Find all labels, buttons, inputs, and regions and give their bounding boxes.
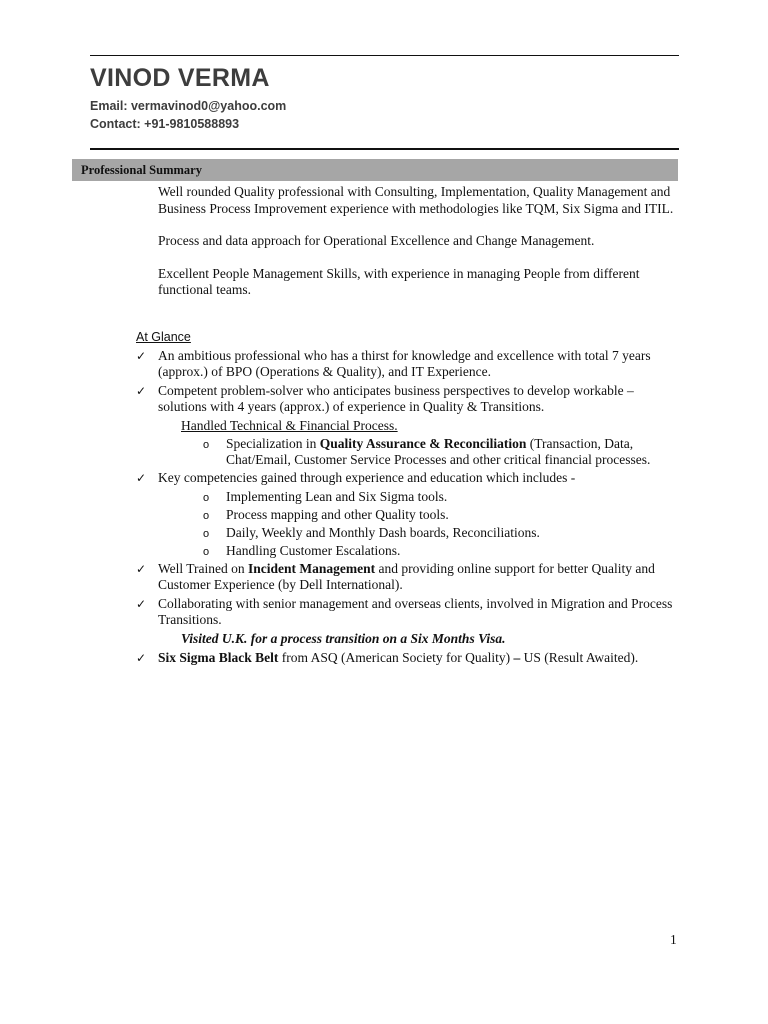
sub-item-text: Implementing Lean and Six Sigma tools. <box>226 489 448 504</box>
glance-item-text: An ambitious professional who has a thirst for knowledge and excellence with total 7 years (approx.) of BPO (Operations & Quality), and IT Experience. <box>158 348 651 379</box>
sub-item-text: Daily, Weekly and Monthly Dash boards, Reconciliations. <box>226 525 540 540</box>
glance-item-text-prefix: Well Trained on <box>158 561 249 576</box>
contact-line: Contact: +91-9810588893 <box>90 117 240 131</box>
glance-item-text-suffix: and providing online support for better Quality and Customer Experience (by Dell International). <box>158 561 655 592</box>
glance-item-experience <box>0 348 673 380</box>
glance-item-text: Collaborating with senior management and overseas clients, involved in Migration and Process Transitions. <box>158 596 673 627</box>
sub-item-text: Handling Customer Escalations. <box>226 543 401 558</box>
checkmark-icon: ✓ <box>136 562 147 576</box>
glance-item-problem-solver <box>0 383 673 415</box>
glance-item-bold-dash: – <box>513 650 521 665</box>
summary-paragraph: Process and data approach for Operational Excellence and Change Management. <box>158 233 595 248</box>
checkmark-icon: ✓ <box>136 597 147 611</box>
glance-sub-item <box>0 489 666 505</box>
professional-summary-header <box>72 159 678 181</box>
visited-uk-note: Visited U.K. for a process transition on a Six Months Visa. <box>181 631 506 646</box>
glance-item-incident-management <box>0 561 673 593</box>
glance-sub-item <box>0 507 666 523</box>
glance-subheading: Handled Technical & Financial Process. <box>181 418 398 433</box>
circle-bullet-icon: o <box>203 492 210 504</box>
glance-sub-item <box>0 525 666 541</box>
checkmark-icon: ✓ <box>136 471 147 485</box>
glance-item-collaboration <box>0 596 673 628</box>
checkmark-icon: ✓ <box>136 349 147 363</box>
at-glance-list <box>0 348 768 669</box>
circle-bullet-icon: o <box>203 510 210 522</box>
summary-paragraphs <box>158 184 688 315</box>
header-divider <box>90 148 679 150</box>
sub-item-bold-text: Quality Assurance & Reconciliation <box>319 436 527 451</box>
circle-bullet-icon: o <box>203 439 210 451</box>
summary-paragraph: Well rounded Quality professional with Consulting, Implementation, Quality Management and Business Process Improvement experience with methodologies like TQM, Six Sigma and ITIL. <box>158 184 674 216</box>
glance-item-text: Competent problem-solver who anticipates business perspectives to develop workable – solutions with 4 years (approx.) of experience in Quality & Transitions. <box>158 383 634 414</box>
glance-item-text: Key competencies gained through experience and education which includes - <box>158 470 576 485</box>
glance-item-six-sigma <box>0 650 673 666</box>
at-glance-title: At Glance <box>136 330 191 344</box>
email-line: Email: vermavinod0@yahoo.com <box>90 99 287 113</box>
glance-item-bold-text: Six Sigma Black Belt <box>158 650 279 665</box>
glance-item-bold-text: Incident Management <box>248 561 376 576</box>
sub-item-text-prefix: Specialization in <box>226 436 320 451</box>
circle-bullet-icon: o <box>203 546 210 558</box>
candidate-name: VINOD VERMA <box>90 64 270 92</box>
glance-item-text-middle: from ASQ (American Society for Quality) <box>278 650 514 665</box>
section-title: Professional Summary <box>81 163 202 177</box>
page-number: 1 <box>670 932 677 947</box>
checkmark-icon: ✓ <box>136 651 147 665</box>
sub-item-text: Process mapping and other Quality tools. <box>226 507 449 522</box>
glance-item-competencies <box>0 470 673 486</box>
top-rule <box>90 55 679 56</box>
checkmark-icon: ✓ <box>136 384 147 398</box>
glance-sub-item <box>0 436 666 468</box>
glance-item-text-suffix: US (Result Awaited). <box>520 650 639 665</box>
circle-bullet-icon: o <box>203 528 210 540</box>
summary-paragraph: Excellent People Management Skills, with experience in managing People from different functional teams. <box>158 265 640 297</box>
glance-sub-item <box>0 543 666 559</box>
sub-item-text-suffix: (Transaction, Data, Chat/Email, Customer Service Processes and other critical financial processes. <box>226 436 651 467</box>
